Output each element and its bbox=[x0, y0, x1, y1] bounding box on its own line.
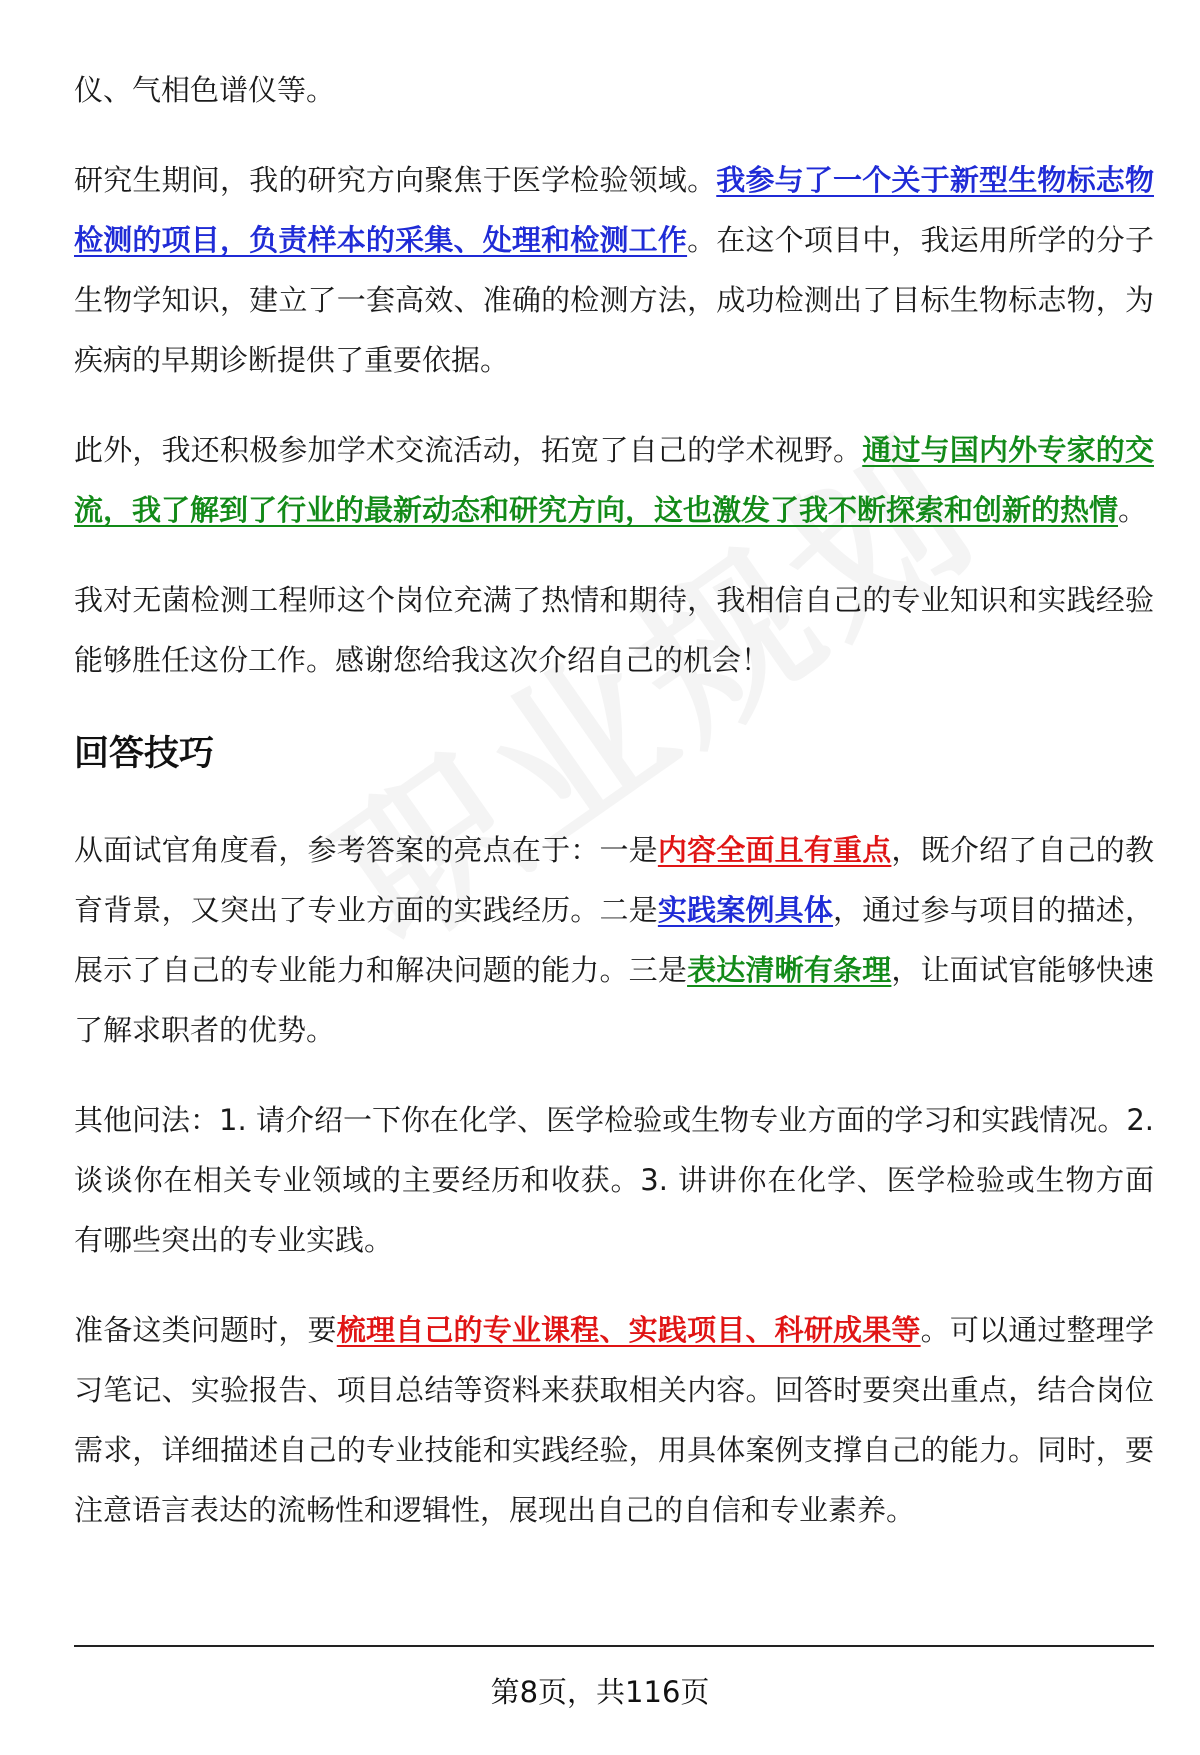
paragraph-academic-exchange bbox=[74, 420, 1154, 540]
paragraph-preparation bbox=[74, 1300, 1154, 1540]
footer-divider bbox=[74, 1645, 1154, 1647]
paragraph-other-questions bbox=[74, 1090, 1154, 1270]
paragraph-text: 从面试官角度看，参考答案的亮点在于：一是 bbox=[74, 833, 658, 867]
paragraph-text: ，既介绍了自己的教育背景，又突出了专业方面的实践经历。二是 bbox=[74, 833, 1154, 927]
highlight-blue: 我参与了一个关于新型生物标志物检测的项目，负责样本的采集、处理和检测工作 bbox=[74, 163, 1154, 257]
section-heading: 回答技巧 bbox=[74, 734, 215, 774]
paragraph-text: 我对无菌检测工程师这个岗位充满了热情和期待，我相信自己的专业知识和实践经验能够胜任这份工作。感谢您给我这次介绍自己的机会！ bbox=[74, 583, 1154, 677]
page-number: 第8页，共116页 bbox=[490, 1675, 710, 1709]
paragraph-text: 。 bbox=[1118, 493, 1148, 527]
highlight-blue: 实践案例具体 bbox=[657, 893, 834, 927]
paragraph-closing bbox=[74, 570, 1154, 690]
paragraph-research bbox=[74, 150, 1154, 390]
paragraph-text: 此外，我还积极参加学术交流活动，拓宽了自己的学术视野。 bbox=[74, 433, 863, 467]
page-content bbox=[74, 60, 1154, 1570]
highlight-red: 梳理自己的专业课程、实践项目、科研成果等 bbox=[336, 1313, 921, 1347]
paragraph-text: ，通过参与项目的描述，展示了自己的专业能力和解决问题的能力。三是 bbox=[74, 893, 1154, 987]
paragraph-instruments bbox=[74, 60, 1154, 120]
highlight-green: 表达清晰有条理 bbox=[687, 953, 892, 987]
highlight-green: 通过与国内外专家的交流，我了解到了行业的最新动态和研究方向，这也激发了我不断探索和创新的热情 bbox=[74, 433, 1154, 527]
highlight-red: 内容全面且有重点 bbox=[657, 833, 892, 867]
paragraph-text: 仪、气相色谱仪等。 bbox=[74, 73, 336, 107]
paragraph-text: 准备这类问题时，要 bbox=[74, 1313, 337, 1347]
paragraph-text: 。可以通过整理学习笔记、实验报告、项目总结等资料来获取相关内容。回答时要突出重点，结合岗位需求，详细描述自己的专业技能和实践经验，用具体案例支撑自己的能力。同时，要注意语言表达的流畅性和逻辑性，展现出自己的自信和专业素养。 bbox=[74, 1313, 1154, 1527]
paragraph-text: ，让面试官能够快速了解求职者的优势。 bbox=[74, 953, 1154, 1047]
paragraph-text: 研究生期间，我的研究方向聚焦于医学检验领域。 bbox=[74, 163, 717, 197]
paragraph-text: 其他问法：1. 请介绍一下你在化学、医学检验或生物专业方面的学习和实践情况。2. 谈谈你在相关专业领域的主要经历和收获。3. 讲讲你在化学、医学检验或生物方面有哪些突出的专业实践。 bbox=[74, 1103, 1154, 1257]
paragraph-tips-highlights bbox=[74, 820, 1154, 1060]
paragraph-text: 。在这个项目中，我运用所学的分子生物学知识，建立了一套高效、准确的检测方法，成功检测出了目标生物标志物，为疾病的早期诊断提供了重要依据。 bbox=[74, 223, 1154, 377]
